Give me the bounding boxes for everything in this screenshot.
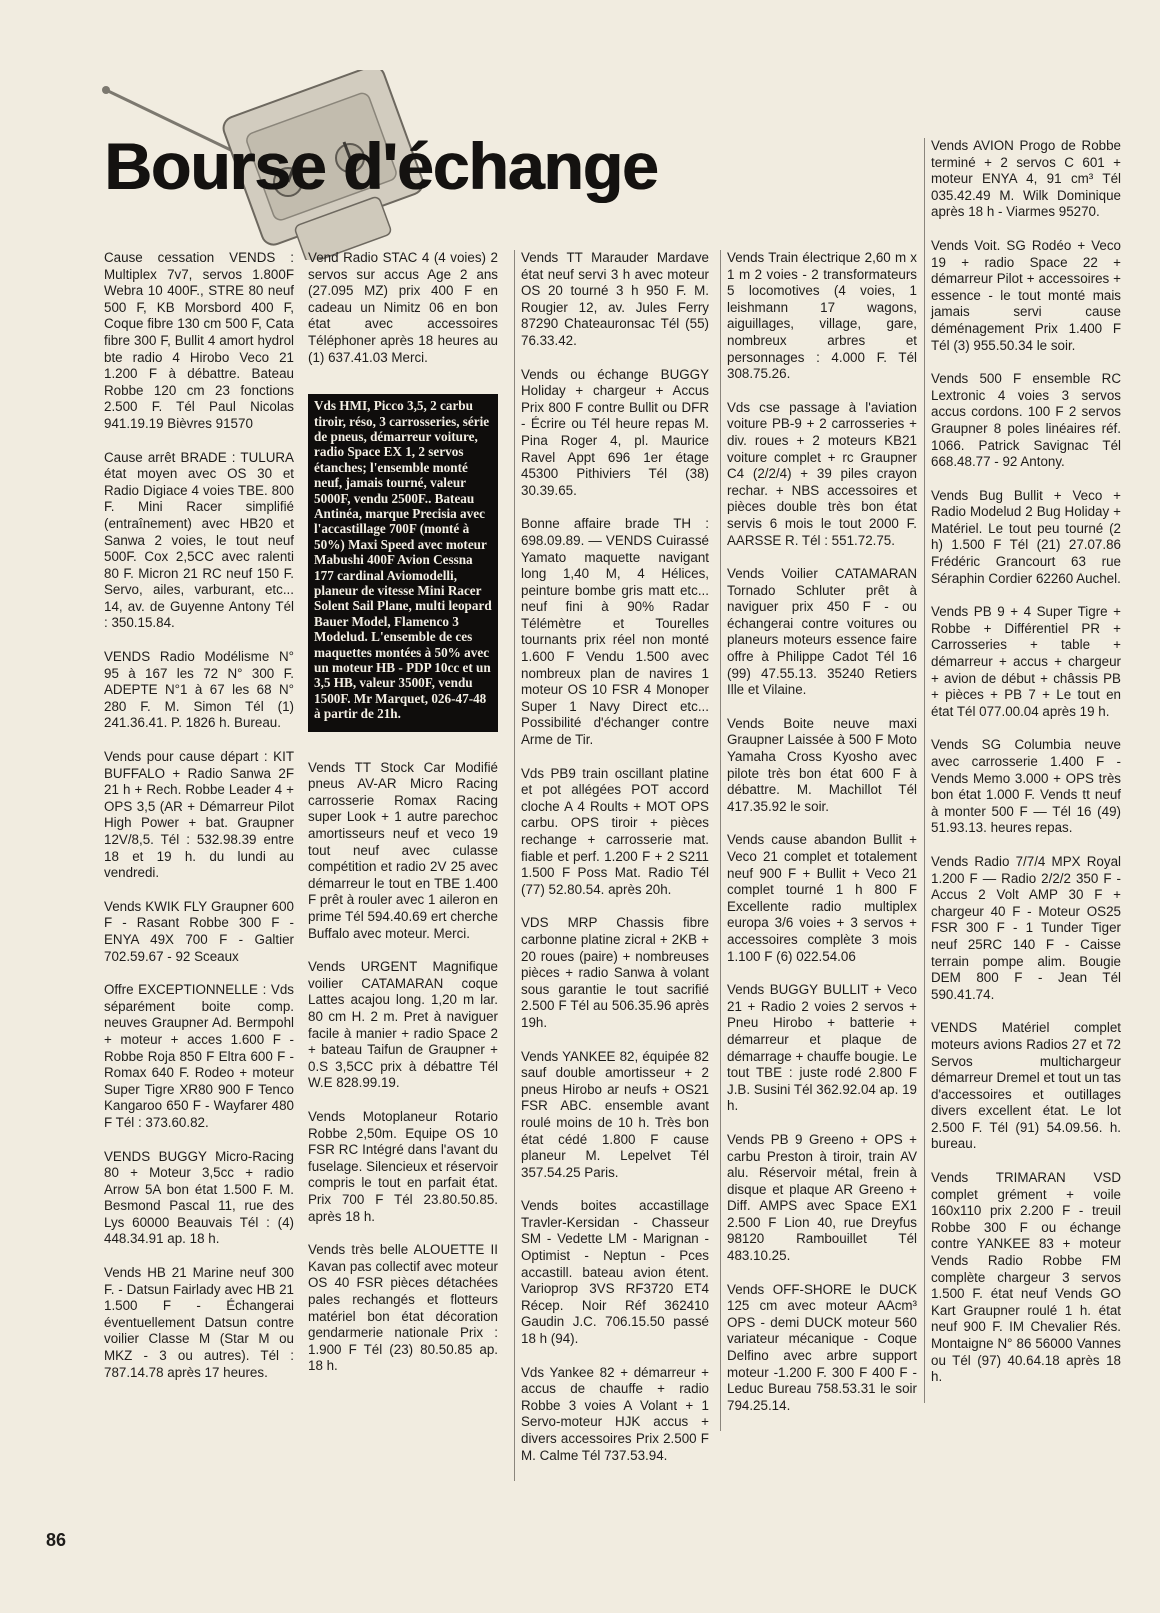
classified-ad: Vends KWIK FLY Graupner 600 F - Rasant Robbe 300 F - ENYA 49X 700 F - Galtier 702.59.67 - 92 Sceaux (104, 898, 294, 964)
ads-column-4 (720, 250, 917, 1431)
classified-ad: Vends PB 9 Greeno + OPS + carbu Preston à tiroir, train AV alu. Réservoir métal, frein à disque et plaque AR Greeno + Diff. AMPS avec Space EX1 2.500 F Lion 40, rue Dreyfus 98120 Rambouillet Tél 483.10.25. (727, 1131, 917, 1264)
classified-ad: Vds cse passage à l'aviation voiture PB-9 + 2 carrosseries + div. roues + 2 moteurs KB21 voiture complet + rc Graupner C4 (2/2/4) + 39 piles crayon rechar. + NBS accessoires et pièces double très bon état servis 6 mois le tout 2000 F. AARSSE R. Tél : 551.72.75. (727, 399, 917, 548)
classified-ad: Vends Radio 7/7/4 MPX Royal 1.200 F — Radio 2/2/2 350 F - Accus 2 Volt AMP 30 F + chargeur 40 F - Moteur OS25 FSR 300 F - 1 Tunder Tiger neuf 25RC 140 F - Caisse terrain pompe alim. Bougie DEM 800 F - Jean Tél 590.41.74. (931, 853, 1121, 1002)
boxed-classified-ad: Vds HMI, Picco 3,5, 2 carbu tiroir, réso, 3 carrosseries, série de pneus, démarreur voiture, radio Space EX 1, 2 servos étanches; l'ensemble monté neuf, jamais tourné, valeur 5000F, vendu 2500F.. Bateau Antinéa, marque Precisia avec l'accastillage 700F (monté à 50%) Maxi Speed avec moteur Mabushi 400F Avion Cessna 177 cardinal Aviomodelli, planeur de vitesse Mini Racer Solent Sail Plane, multi leopard Bauer Model, Flamenco 3 Modelud. L'ensemble de ces maquettes montées à 50% avec un moteur HB - PDP 10cc et un 3,5 HB, valeur 3500F, vendu 1500F. Mr Marquet, 026-47-48 à partir de 21h. (308, 394, 498, 732)
classified-ad: Vends HB 21 Marine neuf 300 F. - Datsun Fairlady avec HB 21 1.500 F - Échangerai éventuellement Datsun contre voilier Classe M (Star M ou MKZ - 3 ou autres). Tél : 787.14.78 après 17 heures. (104, 1265, 294, 1380)
ads-column-2 (308, 250, 498, 1392)
classified-ad: VENDS Matériel complet moteurs avions Radios 27 et 72 Servos multichargeur démarreur Dremel et tout un tas d'accessoires et outillages divers excellent état. Le lot 2.500 F. Tél (91) 54.09.56. h. bureau. (931, 1020, 1121, 1152)
classified-ad: VENDS BUGGY Micro-Racing 80 + Moteur 3,5cc + radio Arrow 5A bon état 1.500 F. M. Besmond Pascal 11, rue des Lys 60000 Beauvais Tél : (4) 448.34.91 ap. 18 h. (104, 1148, 294, 1247)
classified-ad: Vends SG Columbia neuve avec carrosserie 1.400 F - Vends Memo 3.000 + OPS très bon état 1.000 F. Vends tt neuf à monter 500 F — Tél 16 (49) 51.93.13. heures repas. (931, 737, 1121, 836)
classified-ad: Vds Yankee 82 + démarreur + accus de chauffe + radio Robbe 3 voies A Volant + 1 Servo-moteur HJK accus + divers accessoires Prix 2.500 F M. Calme Tél 737.53.94. (521, 1364, 709, 1463)
ads-column-3 (514, 250, 709, 1481)
classified-ad: Vends Motoplaneur Rotario Robbe 2,50m. Equipe OS 10 FSR RC Intégré dans l'avant du fuselage. Silencieux et réservoir compris le tout en parfait état. Prix 700 F Tél 23.80.50.85. après 18 h. (308, 1108, 498, 1224)
classified-ad: Cause arrêt BRADE : TULURA état moyen avec OS 30 et Radio Digiace 4 voies TBE. 800 F. Mini Racer simplifié (entraînement) avec HB20 et Sanwa 2 voies, le tout neuf 500F. Cox 2,5CC avec ralenti 80 F. Micron 21 RC neuf 150 F. Servo, ailes, varburant, etc... 14, av. de Guyenne Antony Tél : 350.15.84. (104, 449, 294, 631)
classified-ad: Vend Radio STAC 4 (4 voies) 2 servos sur accus Age 2 ans (27.095 MZ) prix 400 F en cadeau un Nimitz 06 en bon état avec accessoires Téléphoner après 18 heures au (1) 637.41.03 Merci. (308, 250, 498, 365)
classified-ad: Vends très belle ALOUETTE II Kavan pas collectif avec moteur OS 40 FSR pièces détachées pales rechangés et flotteurs matériel bon état décoration gendarmerie nationale Prix : 1.900 F Tél (23) 80.50.85 ap. 18 h. (308, 1242, 498, 1374)
classified-ad: Vends Boite neuve maxi Graupner Laissée à 500 F Moto Yamaha Cross Kyosho avec pilote très bon état 600 F à débattre. M. Machillot Tél 417.35.92 le soir. (727, 715, 917, 814)
classified-ad: Vends TRIMARAN VSD complet grément + voile 160x110 prix 2.200 F - treuil Robbe 300 F ou échange contre YANKEE 83 + moteur Vends Radio Robbe FM complète chargeur 3 servos 1.500 F. état neuf Vends GO Kart Graupner roulé 1 h. état neuf 900 F. IM Chevalier Rés. Montaigne N° 86 56000 Vannes ou Tél (97) 40.64.18 après 18 h. (931, 1170, 1121, 1385)
classified-ad: Vends Train électrique 2,60 m x 1 m 2 voies - 2 transformateurs 5 locomotives (4 voies, 1 leishmann 17 wagons, aiguillages, village, gare, nombreux arbres et personnages : 4.000 F. Tél 308.75.26. (727, 250, 917, 382)
classified-ad: Vends boites accastillage Travler-Kersidan - Chasseur SM - Vedette LM - Marignan - Optimist - Neptun - Pces accastill. bateau avion étent. Varioprop 3VS RF3720 ET4 Récep. Noir Réf 362410 Gaudin J.C. 706.15.50 passé 18 h (94). (521, 1198, 709, 1347)
classified-ad: Vends Voilier CATAMARAN Tornado Schluter prêt à naviguer prix 450 F - ou échangerai contre voitures ou planeurs moteurs essence faire offre à Philippe Cadot Tél 16 (99) 47.55.13. 35240 Retiers Ille et Vilaine. (727, 566, 917, 698)
classified-ad: Vends 500 F ensemble RC Lextronic 4 voies 3 servos accus cordons. 100 F 2 servos Graupner 8 poles linéaires réf. 1066. Patrick Savignac Tél 668.48.77 - 92 Antony. (931, 371, 1121, 470)
classified-ad: Vends URGENT Magnifique voilier CATAMARAN coque Lattes acajou long. 1,20 m lar. 80 cm H. 2 m. Pret à naviguer facile à manier + radio Space 2 + bateau Taifun de Graupner + 0.S 3,5CC prix à débattre Tél W.E 828.99.19. (308, 959, 498, 1091)
classified-ad: Vends Voit. SG Rodéo + Veco 19 + radio Space 22 + démarreur Pilot + accessoires + essence - le tout monté mais jamais servi cause déménagement Prix 1.400 F Tél (3) 955.50.34 le soir. (931, 237, 1121, 353)
classified-ad: Vds PB9 train oscillant platine et pot allégées POT accord cloche A 4 Roults + MOT OPS carbu. OPS tiroir + pièces rechange + carrosserie mat. fiable et perf. 1.200 F + 2 S211 1.500 F Poss Mat. Radio Tél (77) 52.80.54. après 20h. (521, 765, 709, 897)
classified-ad: Vends BUGGY BULLIT + Veco 21 + Radio 2 voies 2 servos + Pneu Hirobo + batterie + démarreur et plaque de démarrage + chauffe bougie. Le tout TBE : juste rodé 2.800 F J.B. Susini Tél 362.92.04 ap. 19 h. (727, 982, 917, 1114)
classified-ad: Offre EXCEPTIONNELLE : Vds séparément boite comp. neuves Graupner Ad. Bermpohl + moteur + acces 1.600 F - Robbe Roja 850 F Eltra 600 F - Romax 640 F. Rodeo + moteur Super Tigre XR80 900 F Tenco Kangaroo 650 F - Wayfarer 480 F Tél : 373.60.82. (104, 982, 294, 1130)
classified-ad: Vends AVION Progo de Robbe terminé + 2 servos C 601 + moteur ENYA 4, 91 cm³ Tél 035.42.49 M. Wilk Dominique après 18 h - Viarmes 95270. (931, 138, 1121, 220)
classified-ad: Bonne affaire brade TH : 698.09.89. — VENDS Cuirassé Yamato maquette navigant long 1,40 M, 4 Hélices, peinture bombe gris matt etc... neuf fini à 90% Radar Télémètre et Tourelles tournants prix réel non monté 1.600 F Vendu 1.500 avec nombreux plan de navires 1 moteur OS 10 FSR 4 Monoper Super 1 Navy Direct etc... Possibilité d'échanger contre Arme de Tir. (521, 516, 709, 748)
classified-ad: Vends YANKEE 82, équipée 82 sauf double amortisseur + 2 pneus Hirobo ar neufs + OS21 FSR ABC. ensemble avant roulé moins de 10 h. Très bon état cédé 1.800 F cause planeur M. Lepelvet Tél 357.54.25 Paris. (521, 1048, 709, 1180)
classified-ad: Vends OFF-SHORE le DUCK 125 cm avec moteur AAcm³ OPS - demi DUCK moteur 560 variateur mécanique - Coque Delfino avec arbre support moteur -1.200 F. 300 F 400 F - Leduc Bureau 758.53.31 le soir 794.25.14. (727, 1281, 917, 1413)
ads-column-5 (924, 138, 1121, 1403)
classified-ad: Cause cessation VENDS : Multiplex 7v7, servos 1.800F Webra 10 400F., STRE 80 neuf 500 F, KB Morsbord 400 F, Coque fibre 130 cm 500 F, Cata fibre 300 F, Bullit 4 amort hydrol bte radio 4 Hirobo Veco 21 1.200 F à débattre. Bateau Robbe 120 cm 23 fonctions 2.500 F. Tél Paul Nicolas 941.19.19 Bièvres 91570 (104, 250, 294, 431)
classified-ad: Vends Bug Bullit + Veco + Radio Modelud 2 Bug Holiday + Matériel. Le tout peu tourné (2 h) 1.500 F Tél (21) 27.07.86 Frédéric Grancourt 63 rue Séraphin Cordier 62260 Auchel. (931, 487, 1121, 586)
classified-ad: VENDS Radio Modélisme N° 95 à 167 les 72 N° 300 F. ADEPTE N°1 à 67 les 68 N° 280 F. M. Simon Tél (1) 241.36.41. P. 1826 h. Bureau. (104, 649, 294, 731)
classified-ad: Vends cause abandon Bullit + Veco 21 complet et totalement neuf 900 F + Bullit + Veco 21 complet tourné 1 h 800 F Excellente radio multiplex europa 3/6 voies + 3 servos + accessoires complète 3 mois 1.100 F (6) 022.54.06 (727, 832, 917, 964)
classified-ad: Vends PB 9 + 4 Super Tigre + Robbe + Différentiel PR + Carrosseries + table + démarreur + accus + chargeur + avion de début + châssis PB + pièces + PB 7 + Le tout en état Tél 077.00.04 après 19 h. (931, 604, 1121, 719)
classified-ad: Vends TT Stock Car Modifié pneus AV-AR Micro Racing carrosserie Romax Racing super Look + 1 autre parechoc amortisseurs neuf et veco 19 tout neuf avec culasse compétition et radio 2V 25 avec démarreur le tout en TBE 1.400 F prêt à rouler avec 1 aileron en prime Tél 594.40.69 ert cherche Buffalo avec moteur. Merci. (308, 759, 498, 941)
page-number: 86 (46, 1530, 67, 1550)
ads-column-1 (104, 250, 294, 1398)
classified-ad: Vends TT Marauder Mardave état neuf servi 3 h avec moteur OS 20 tourné 3 h 950 F. M. Rougier 12, av. Jules Ferry 87290 Chateauronsac Tél (55) 76.33.42. (521, 250, 709, 348)
classified-ad: Vends ou échange BUGGY Holiday + chargeur + Accus Prix 800 F contre Bullit ou DFR - Écrire ou Tél heure repas M. Pina Roger 4, pl. Maurice Ravel Appt 696 1er étage 45300 Pithiviers Tél (38) 30.39.65. (521, 366, 709, 498)
classified-ad: Vends pour cause départ : KIT BUFFALO + Radio Sanwa 2F 21 h + Rech. Robbe Leader 4 + OPS 3,5 (AR + Démarreur Pilot High Power + bat. Graupner 12V/8,5. Tél : 532.98.39 entre 18 et 19 h. du lundi au vendredi. (104, 749, 294, 881)
classified-ad: VDS MRP Chassis fibre carbonne platine zicral + 2KB + 20 roues (paire) + nombreuses pièces + radio Sanwa à volant sous garantie le tout sacrifié 2.500 F Tél au 506.35.96 après 19h. (521, 915, 709, 1030)
page-title: Bourse d'échange (104, 129, 658, 203)
